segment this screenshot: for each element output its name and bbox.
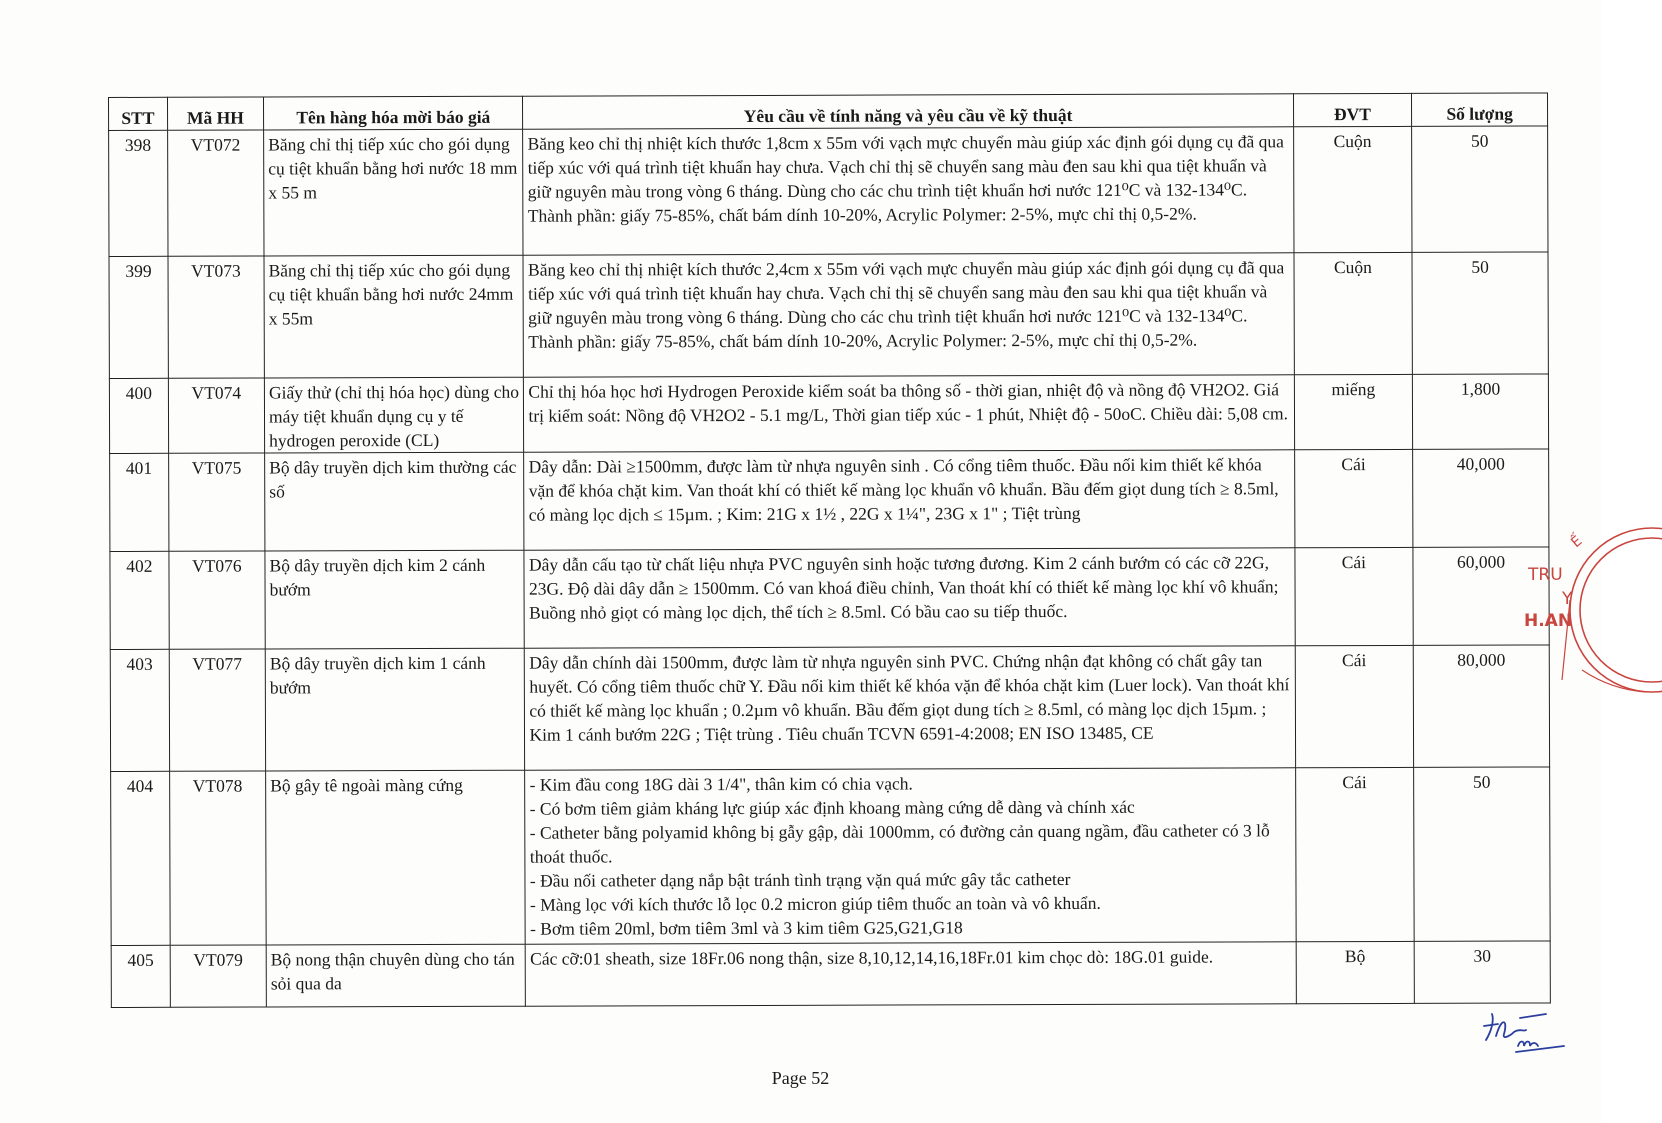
spec-line: Dây dẫn cấu tạo từ chất liệu nhựa PVC nguyên sinh hoặc tương đương. Kim 2 cánh bướm có các cỡ 22G, 23G. Độ dài dây dẫn ≥ 1500mm. Có van khoá điều chỉnh, Van thoát khí có thiết kế màng lọc khí vô khuẩn; Buồng nhỏ giọt có màng lọc dịch, thể tích ≥ 8.5ml. Có bầu cao su tiếp thuốc. (528, 552, 1279, 623)
row-stt: 403 (110, 649, 169, 771)
spec-line: - Có bơm tiêm giảm kháng lực giúp xác định khoang màng cứng dễ dàng và chính xác (529, 796, 1135, 819)
table-row (111, 767, 1551, 946)
row-item-name: Băng chỉ thị tiếp xúc cho gói dụng cụ tiệt khuẩn bằng hơi nước 24mm x 55m (264, 255, 524, 378)
table-header-row (109, 93, 1548, 131)
row-quantity: 60,000 (1413, 547, 1549, 645)
row-stt: 404 (111, 771, 170, 945)
row-specification (525, 646, 1296, 770)
spec-line: - Catheter bằng polyamid không bị gẫy gập, dài 1000mm, có đường cản quang ngầm, đầu catheter có 3 lỗ thoát thuốc. (529, 820, 1270, 867)
header-code: Mã HH (167, 97, 263, 130)
row-item-name: Giấy thử (chỉ thị hóa học) dùng cho máy tiệt khuẩn dụng cụ y tế hydrogen peroxide (CL) (264, 377, 524, 453)
row-stt: 399 (109, 256, 168, 378)
svg-text:H.AN: H.AN (1524, 611, 1573, 631)
spec-line: Băng keo chỉ thị nhiệt kích thước 2,4cm x 55m với vạch mực chuyển màu giúp xác định gói dụng cụ đã qua tiếp xúc với quá trình tiệt khuẩn hay chưa. Vạch chỉ thị sẽ chuyển sang màu đen sau khi qua tiệt khuẩn và giữ nguyên màu trong vòng 6 tháng. Dùng cho các chu trình tiệt khuẩn hơi nước 121⁰C và 132-134⁰C. Thành phần: giấy 75-85%, chất bám dính 10-20%, Acrylic Polymer: 2-5%, mực chỉ thị 0,5-2%. (527, 257, 1285, 352)
table-row (110, 547, 1549, 650)
row-quantity: 50 (1412, 252, 1548, 374)
header-qty: Số lượng (1412, 93, 1548, 126)
header-spec: Yêu cầu về tính năng và yêu cầu về kỹ thuật (523, 94, 1293, 129)
row-unit: Cái (1295, 767, 1414, 941)
spec-line: Dây dẫn: Dài ≥1500mm, được làm từ nhựa nguyên sinh . Có cổng tiêm thuốc. Đầu nối kim thiết kế khóa vặn để khóa chặt kim. Van thoát khí có thiết kế màng lọc khuẩn vô khuẩn. Bầu đếm giọt dung tích ≥ 8.5ml, có màng lọc dịch ≤ 15µm. ; Kim: 21G x 1½ , 22G x 1¼", 23G x 1" ; Tiệt trùng (528, 454, 1279, 525)
table-row (111, 941, 1550, 1008)
page-number: Page 52 (771, 1068, 830, 1088)
spec-line: - Màng lọc với kích thước lỗ lọc 0.2 micron giúp tiêm thuốc an toàn và vô khuẩn. (529, 892, 1101, 915)
header-unit: ĐVT (1293, 93, 1412, 126)
row-specification (525, 768, 1296, 944)
row-item-name: Bộ dây truyền dịch kim thường các số (265, 452, 525, 551)
row-stt: 405 (111, 945, 170, 1007)
table-row (110, 449, 1549, 552)
table-row (109, 374, 1548, 454)
row-quantity: 50 (1412, 126, 1548, 252)
row-quantity: 40,000 (1413, 449, 1549, 547)
row-specification (526, 942, 1296, 1006)
row-stt: 402 (110, 551, 169, 649)
row-item-code: VT078 (169, 771, 266, 945)
spec-line: Băng keo chỉ thị nhiệt kích thước 1,8cm x 55m với vạch mực chuyển màu giúp xác định gói dụng cụ đã qua tiếp xúc với quá trình tiệt khuẩn hay chưa. Vạch chỉ thị sẽ chuyển sang màu đen sau khi qua tiệt khuẩn và giữ nguyên màu trong vòng 6 tháng. Dùng cho các chu trình tiệt khuẩn hơi nước 121⁰C và 132-134⁰C. Thành phần: giấy 75-85%, chất bám dính 10-20%, Acrylic Polymer: 2-5%, mực chỉ thị 0,5-2%. (527, 131, 1284, 226)
table-row (109, 126, 1548, 257)
row-unit: Cái (1294, 449, 1413, 547)
spec-line: Dây dẫn chính dài 1500mm, được làm từ nhựa nguyên sinh PVC. Chứng nhận đạt không có chất gây tan huyết. Có cổng tiêm thuốc chữ Y. Đầu nối kim thiết kế khóa vặn để khóa chặt kim (Luer lock). Van thoát khí có thiết kế màng lọc khuẩn ; 0.2µm vô khuẩn. Bầu đếm giọt dung tích ≥ 8.5ml, có màng lọc dịch 15µm. ; Kim 1 cánh bướm 22G ; Tiệt trùng . Tiêu chuẩn TCVN 6591-4:2008; EN ISO 13485, CE (529, 650, 1290, 745)
svg-text:Ế: Ế (1568, 533, 1586, 552)
spec-line: Chỉ thị hóa học hơi Hydrogen Peroxide kiểm soát ba thông số - thời gian, nhiệt độ và nồng độ VH2O2. Giá trị kiểm soát: Nồng độ VH2O2 - 5.1 mg/L, Thời gian tiếp xúc - 1 phút, Nhiệt độ - 50oC. Chiều dài: 5,08 cm. (528, 379, 1289, 426)
row-stt: 398 (109, 130, 168, 256)
row-stt: 401 (110, 453, 169, 551)
row-unit: miếng (1294, 374, 1413, 449)
table-row (109, 252, 1548, 379)
spec-line: - Kim đầu cong 18G dài 3 1/4", thân kim có chia vạch. (529, 773, 913, 795)
svg-text:Y: Y (1562, 589, 1573, 609)
row-unit: Cái (1295, 547, 1414, 645)
row-stt: 400 (109, 378, 168, 453)
header-stt: STT (109, 97, 168, 130)
row-item-code: VT072 (167, 130, 264, 256)
spec-line: - Bơm tiêm 20ml, bơm tiêm 3ml và 3 kim tiêm G25,G21,G18 (530, 917, 963, 939)
row-item-name: Băng chỉ thị tiếp xúc cho gói dụng cụ tiệt khuẩn bằng hơi nước 18 mm x 55 m (264, 129, 524, 256)
row-item-code: VT076 (169, 551, 266, 649)
quotation-table (108, 92, 1551, 1008)
row-item-code: VT074 (168, 378, 265, 453)
row-unit: Cái (1295, 645, 1414, 767)
row-specification (524, 375, 1294, 452)
row-item-code: VT079 (170, 945, 266, 1007)
row-quantity: 50 (1414, 767, 1550, 941)
row-specification (524, 450, 1294, 550)
row-unit: Cuộn (1293, 126, 1412, 252)
row-item-name: Bộ dây truyền dịch kim 1 cánh bướm (265, 648, 525, 771)
table-row (110, 645, 1549, 772)
row-quantity: 80,000 (1413, 645, 1549, 767)
row-quantity: 30 (1414, 941, 1550, 1003)
row-unit: Cuộn (1294, 252, 1413, 374)
row-item-name: Bộ nong thận chuyên dùng cho tán sỏi qua da (266, 944, 526, 1007)
row-quantity: 1,800 (1413, 374, 1549, 449)
row-unit: Bộ (1296, 941, 1415, 1003)
row-item-name: Bộ gây tê ngoài màng cứng (266, 770, 526, 945)
row-item-code: VT073 (168, 256, 265, 378)
row-specification (523, 253, 1294, 377)
row-specification (523, 127, 1294, 255)
row-item-code: VT077 (169, 649, 266, 771)
spec-line: Các cỡ:01 sheath, size 18Fr.06 nong thận, size 8,10,12,14,16,18Fr.01 kim chọc dò: 18G.01 guide. (530, 946, 1214, 969)
row-item-code: VT075 (168, 453, 265, 551)
row-item-name: Bộ dây truyền dịch kim 2 cánh bướm (265, 550, 525, 649)
svg-text:TRU: TRU (1528, 565, 1563, 585)
row-specification (524, 548, 1294, 648)
spec-line: - Đầu nối catheter dạng nắp bật tránh tình trạng vặn quá mức gây tắc catheter (529, 868, 1071, 891)
official-stamp (1524, 520, 1662, 700)
handwritten-signature (1480, 1010, 1570, 1063)
header-name: Tên hàng hóa mời báo giá (264, 96, 524, 130)
